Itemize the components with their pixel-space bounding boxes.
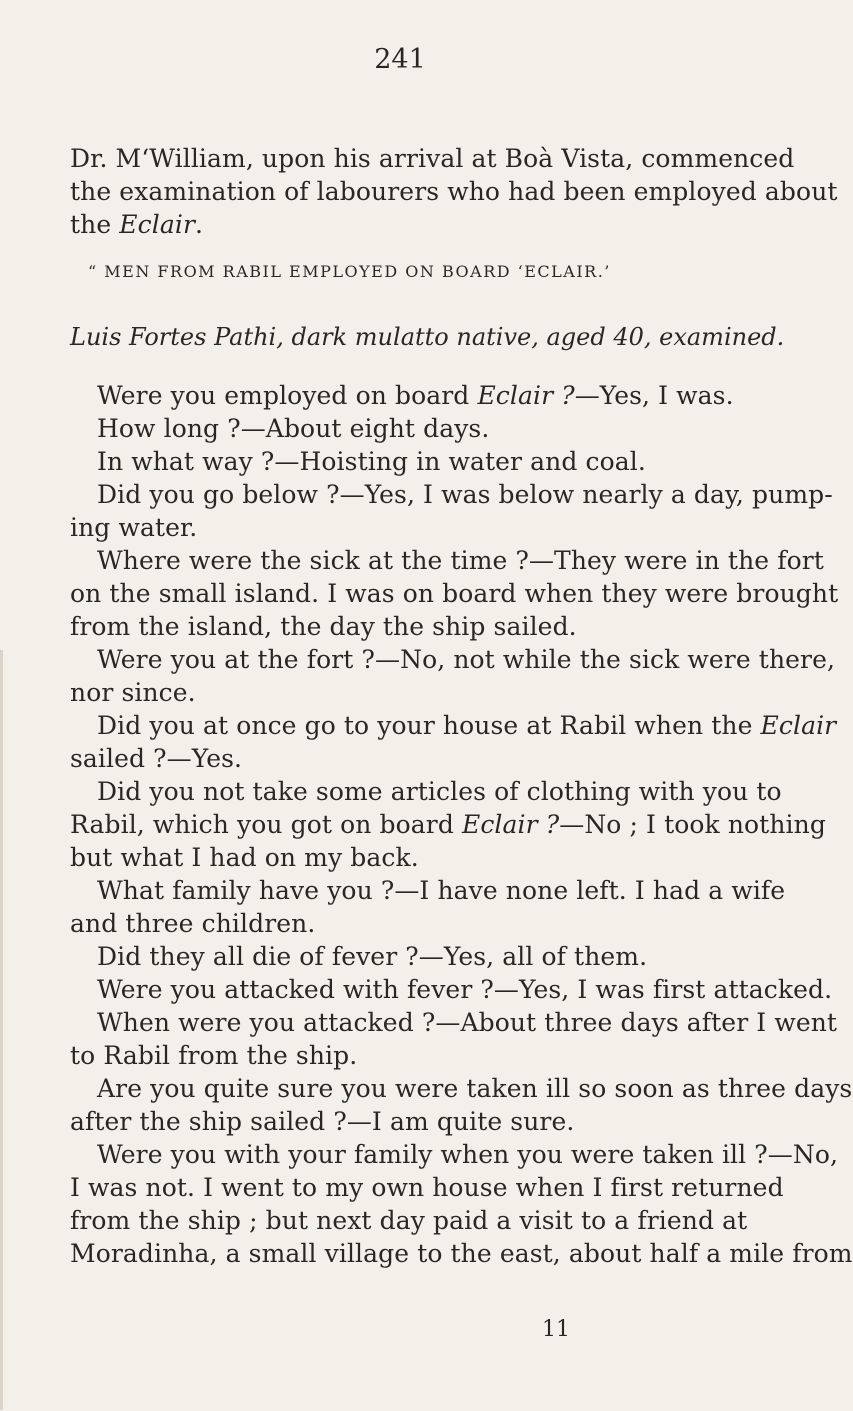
text-line-17: and three children.: [70, 909, 316, 938]
text-line-4: Did you go below ?—Yes, I was below nearly a day, pump-: [97, 480, 833, 509]
text-line-5: ing water.: [70, 513, 198, 542]
text-line-14: Rabil, which you got on board Eclair ?—No ; I took nothing: [70, 810, 826, 839]
text-line-2: How long ?—About eight days.: [97, 414, 490, 443]
intro-line-2: the examination of labourers who had been employed about: [70, 177, 838, 206]
text-line-6: Where were the sick at the time ?—They were in the fort: [97, 546, 824, 575]
text-line-13: Did you not take some articles of clothing with you to: [97, 777, 782, 806]
text-line-24: Were you with your family when you were taken ill ?—No,: [97, 1140, 839, 1169]
text-line-19: Were you attacked with fever ?—Yes, I was first attacked.: [97, 975, 833, 1004]
witness-header: Luis Fortes Pathi, dark mulatto native, aged 40, examined.: [70, 323, 785, 351]
text-line-25: I was not. I went to my own house when I first returned: [70, 1173, 784, 1202]
text-line-8: from the island, the day the ship sailed.: [70, 612, 577, 641]
text-line-16: What family have you ?—I have none left. I had a wife: [97, 876, 786, 905]
text-line-1: Were you employed on board Eclair ?—Yes, I was.: [97, 381, 734, 410]
text-line-22: Are you quite sure you were taken ill so soon as three days: [97, 1074, 853, 1103]
text-line-10: nor since.: [70, 678, 196, 707]
text-line-20: When were you attacked ?—About three days after I went: [97, 1008, 838, 1037]
text-line-23: after the ship sailed ?—I am quite sure.: [70, 1107, 575, 1136]
intro-line-1: Dr. M‘William, upon his arrival at Boà Vista, commenced: [70, 144, 795, 173]
signature-mark: 11: [542, 1317, 570, 1342]
text-line-21: to Rabil from the ship.: [70, 1041, 358, 1070]
text-line-7: on the small island. I was on board when they were brought: [70, 579, 839, 608]
text-line-12: sailed ?—Yes.: [70, 744, 243, 773]
intro-line-3: the Eclair.: [70, 210, 204, 239]
text-line-11: Did you at once go to your house at Rabil when the Eclair: [97, 711, 837, 740]
page-number: 241: [374, 44, 426, 75]
section-heading: “ MEN FROM RABIL EMPLOYED ON BOARD ‘ECLAIR.’: [88, 262, 611, 281]
text-line-15: but what I had on my back.: [70, 843, 419, 872]
text-line-27: Moradinha, a small village to the east, about half a mile from: [70, 1239, 853, 1268]
text-line-26: from the ship ; but next day paid a visit to a friend at: [70, 1206, 748, 1235]
text-line-9: Were you at the fort ?—No, not while the sick were there,: [97, 645, 836, 674]
text-line-18: Did they all die of fever ?—Yes, all of them.: [97, 942, 648, 971]
text-line-3: In what way ?—Hoisting in water and coal.: [97, 447, 646, 476]
page-edge-shadow: [0, 650, 3, 1410]
